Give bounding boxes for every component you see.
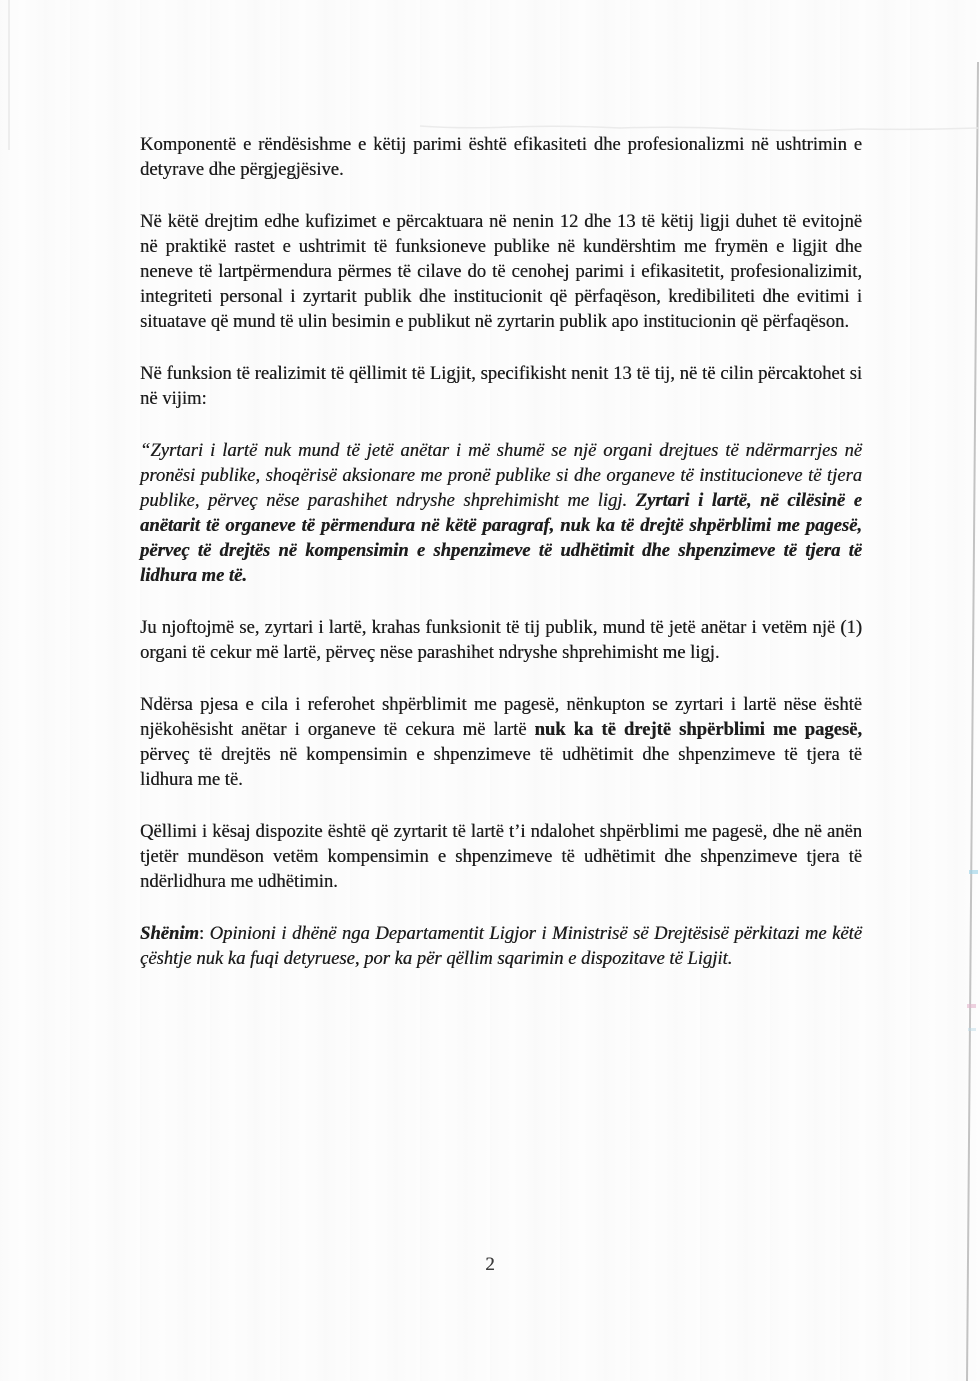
note-label: Shënim	[140, 923, 199, 944]
scan-speck-blue-2	[968, 1028, 976, 1031]
paragraph-intro: Komponentë e rëndësishme e këtij parimi është efikasiteti dhe profesionalizmi në ushtrimin e detyrave dhe përgjegjësive.	[140, 134, 862, 180]
scan-speck-pink	[967, 1004, 976, 1008]
scan-edge-line-right	[967, 62, 978, 1381]
paragraph-purpose: Qëllimi i kësaj dispozite është që zyrtarit të lartë t’i ndalohet shpërblimi me pagesë, dhe në anën tjetër mundëson vetëm kompensimin e shpenzimeve të udhëtimit dhe shpenzimeve tjera të ndërlidhura me udhëtimin.	[140, 821, 862, 892]
document-body-text	[140, 132, 862, 998]
payment-clause-pre-text: Ndërsa pjesa e cila i referohet shpërblimit me pagesë, nënkupton se zyrtari i lartë nëse është njëkohësisht anëtar i organeve të cekura më lartë	[140, 694, 862, 740]
legal-quote-bold-italic-text: Zyrtari i lartë, në cilësinë e anëtarit të organeve të përmendura në këtë paragraf, nuk ka të drejtë shpërblimi me pagesë, përveç të drejtës në kompensimin e shpenzimeve të udhëtimit dhe shpenzimeve të tjera të lidhura me të.	[140, 490, 862, 586]
paragraph-restrictions: Në këtë drejtim edhe kufizimet e përcaktuara në nenin 12 dhe 13 të këtij ligji duhet të evitojnë në praktikë rastet e ushtrimit të funksioneve publike në kundërshtim me frymën e ligjit dhe neneve të lartpërmendura përmes të cilave do të cenohej parimi i efikasitetit, profesionalizimit, integriteti personal i zyrtarit publik dhe institucionit që përfaqëson, kredibiliteti dhe evitimi i situatave që mund të ulin besimin e publikut në zyrtarin publik apo institucionin që përfaqëson.	[140, 211, 862, 332]
paragraph-legal-quote	[140, 438, 862, 588]
paragraph-notification: Ju njoftojmë se, zyrtari i lartë, krahas funksionit të tij publik, mund të jetë anëtar i vetëm një (1) organi të cekur më lartë, përveç nëse parashihet ndryshe shprehimisht me ligj.	[140, 617, 862, 663]
scan-crease-line	[420, 126, 978, 131]
payment-clause-post-text: përveç të drejtës në kompensimin e shpenzimeve të udhëtimit dhe shpenzimeve të tjera të lidhura me të.	[140, 744, 862, 790]
note-separator: :	[198, 923, 210, 944]
paragraph-note	[140, 921, 862, 971]
paragraph-payment-clause	[140, 692, 862, 792]
paragraph-law-reference: Në funksion të realizimit të qëllimit të Ligjit, specifikisht nenit 13 të tij, në të cilin përcaktohet si në vijim:	[140, 363, 862, 409]
note-italic-text: Opinioni i dhënë nga Departamentit Ligjor i Ministrisë së Drejtësisë përkitazi me këtë çështje nuk ka fuqi detyruese, por ka për qëllim sqarimin e dispozitave të Ligjit.	[140, 923, 862, 969]
scan-speck-blue-1	[969, 870, 978, 874]
page-number: 2	[485, 1254, 495, 1275]
payment-clause-bold-emphasis: nuk ka të drejtë shpërblimi me pagesë,	[534, 719, 862, 740]
legal-quote-italic-text: “Zyrtari i lartë nuk mund të jetë anëtar i më shumë se një organi drejtues të ndërmarrjes në pronësi publike, shoqërisë aksionare me pronë publike si dhe organeve të institucioneve të tjera publike, përveç nëse parashihet ndryshe shprehimisht me ligj.	[140, 440, 862, 511]
